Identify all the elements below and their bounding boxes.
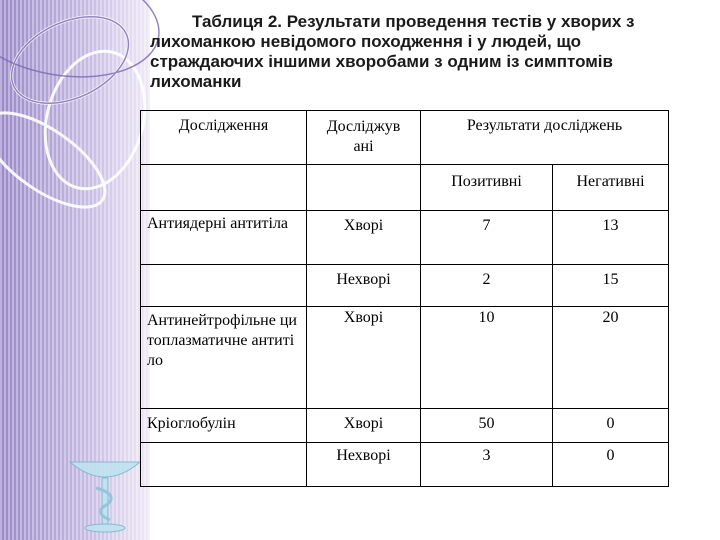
study-cell: Кріоглобулін [141,409,307,443]
positive-cell: 2 [421,265,553,307]
negative-cell: 15 [553,265,669,307]
study-cell: Антиядерні антитіла [141,211,307,265]
header-positive: Позитивні [421,165,553,211]
table-row [141,211,669,265]
subjects-cell: Хворі [307,211,421,265]
negative-cell: 0 [553,443,669,487]
header-study: Дослідження [141,111,307,165]
positive-cell: 50 [421,409,553,443]
header-results: Результати досліджень [421,111,669,165]
positive-cell: 10 [421,307,553,409]
table-header-row [141,111,669,165]
positive-cell: 7 [421,211,553,265]
negative-cell: 20 [553,307,669,409]
negative-cell: 13 [553,211,669,265]
header-blank-cell [307,165,421,211]
table-row [141,307,669,409]
header-negative: Негативні [553,165,669,211]
study-cell: Антинейтрофільне цитоплазматичне антитіло [141,307,307,409]
study-cell [141,265,307,307]
header-subjects: Досліджувані [307,111,421,165]
negative-cell: 0 [553,409,669,443]
positive-cell: 3 [421,443,553,487]
subjects-cell: Хворі [307,409,421,443]
subjects-cell: Нехворі [307,443,421,487]
subjects-cell: Хворі [307,307,421,409]
study-cell [141,443,307,487]
table-row [141,409,669,443]
table-row [141,443,669,487]
results-table [140,110,669,487]
slide-title: Таблиця 2. Результати проведення тестів у хворих з лихоманкою невідомого походження і у людей, що страждаючих іншими хворобами з одним із симптомів лихоманки [150,12,635,91]
table-subheader-row [141,165,669,211]
table-row [141,265,669,307]
header-blank-cell [141,165,307,211]
subjects-cell: Нехворі [307,265,421,307]
